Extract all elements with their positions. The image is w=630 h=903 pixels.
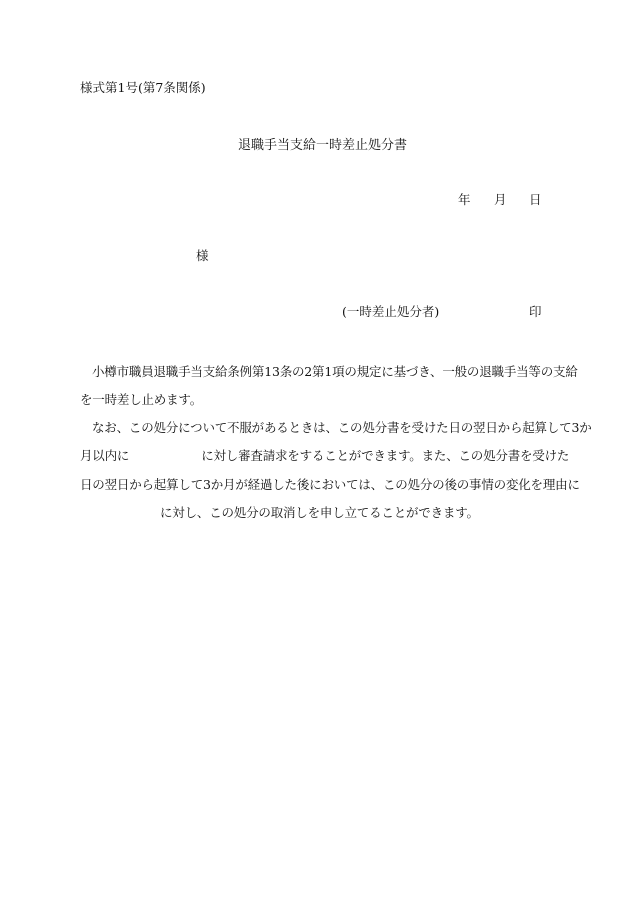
body-text: を一時差し止めます。 bbox=[80, 392, 203, 407]
body-text: なお、この処分について不服があるときは、この処分書を受けた日の翌日から起算して3か bbox=[92, 420, 592, 435]
issuer-label: (一時差止処分者) bbox=[342, 304, 440, 319]
body-text: 小樽市職員退職手当支給条例第13条の2第1項の規定に基づき、一般の退職手当等の支給 bbox=[92, 364, 578, 379]
body-line-2 bbox=[80, 394, 550, 407]
form-number: 様式第1号(第7条関係) bbox=[80, 80, 206, 95]
body-line-6 bbox=[80, 507, 550, 520]
body-text: 日の翌日から起算して3か月が経過した後においては、この処分の後の事情の変化を理由に bbox=[80, 477, 580, 492]
body-line-3 bbox=[80, 420, 592, 435]
seal-mark: 印 bbox=[529, 304, 542, 319]
body-text: に対し審査請求をすることができます。また、この処分書を受けた bbox=[201, 448, 570, 463]
body-line-1 bbox=[80, 364, 578, 379]
body-line-5 bbox=[80, 477, 580, 492]
date-month-label: 月 bbox=[494, 192, 507, 207]
body-line-4 bbox=[80, 448, 570, 463]
date-day-label: 日 bbox=[529, 192, 542, 207]
body-text: 月以内に bbox=[80, 448, 130, 463]
date-year-label: 年 bbox=[458, 192, 471, 207]
addressee-honorific: 様 bbox=[196, 248, 209, 263]
body-text: に対し、この処分の取消しを申し立てることができます。 bbox=[160, 505, 479, 520]
document-title: 退職手当支給一時差止処分書 bbox=[238, 138, 408, 153]
